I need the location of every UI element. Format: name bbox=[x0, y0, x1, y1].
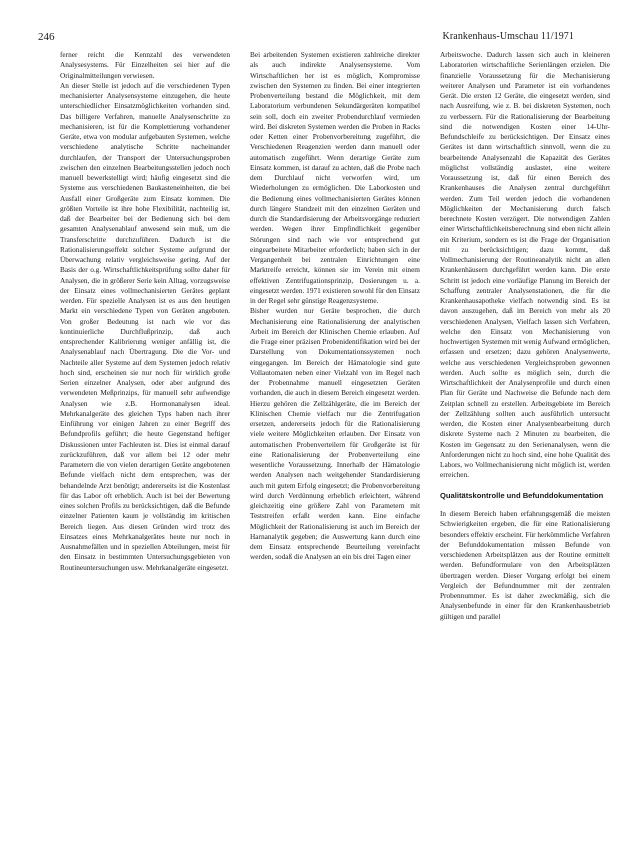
paragraph: Arbeitswoche. Dadurch lassen sich auch in kleineren Laboratorien wirtschaftliche Serienlängen erzielen. Die finanzielle Voraussetzung für die Mechanisierung weiterer Analysen und Parameter ist ein vorhandenes Gerät. Die ersten 12 Geräte, die eingesetzt werden, sind nach Ausreifung, wie z. B. bei diskreten Systemen, noch zu verbessern. Für die Rationalisierung der Bearbeitung sind die notwendigen Kosten einer 14-Uhr-Befundschleife zu berücksichtigen. Der Einsatz eines Gerätes ist dann wirtschaftlich sinnvoll, wenn die zu bearbeitende Analysenzahl die Kapazität des Gerätes möglichst vollständig auslastet, eine weitere Voraussetzung ist, daß für einen Bereich des Krankenhauses die Analysen zentral durchgeführt werden. Zum Teil werden jedoch die vorhandenen Möglichkeiten der Mechanisierung durch falsch berechnete Kosten verzögert. Die notwendigen Zahlen einer Wirtschaftlichkeitsberechnung sind eben nicht allein ein Kriterium, sondern es ist die Frage der Organisation mit zu berücksichtigen; dazu kommt, daß Vollmechanisierung der Routineanalytik nicht an allen Krankenhäusern durchgeführt werden kann. Die erste Schritt ist jedoch eine vorläufige Planung im Bereich der Schaffung zentraler Analysenstationen, die für die Krankenhausapotheke vielfach notwendig sind. Es ist davon auszugehen, daß im Bereich von mehr als 20 verschiedenen Analysen, Vielfach lassen sich Verfahren, welche den Einsatz von Mechanisierung von hochwertigen Systemen mit wenig Aufwand ermöglichen, erfassen und ersetzen; dazu gehören Analysenwerte, welche aus verschiedenen Vergleichsproben gewonnen werden. Auch sollte es möglich sein, durch die Wirtschaftlichkeit der Analysenprofile und durch einen Plan für Geräte und Nachweise die Befunde nach dem Zeitplan schnell zu erstellen. Arbeitsgebiete im Bereich der Zellzählung sollten auch ausführlich untersucht werden, die Kosten einer Analysenbearbeitung durch diskrete Systeme nach 2 Minuten zu bearbeiten, die Kosten im Gegensatz zu den Serienanalysen, wenn die Anforderungen nicht zu hoch sind, eine hohe Qualität des Labors, wo Vollmechanisierung nicht möglich ist, werden erreichen. bbox=[440, 50, 610, 480]
section-heading: Qualitätskontrolle und Befunddokumentation bbox=[440, 490, 604, 500]
paragraph: An dieser Stelle ist jedoch auf die verschiedenen Typen mechanisierter Analysensysteme einzugehen, die heute unterschiedlicher Einsatzmöglichkeiten vorhanden sind. Das billigere Verfahren, manuelle Analysenschritte zu mechanisieren, ist für die Komplettierung vorhandener Geräte, etwa von modular aufgebauten Systemen, welche verschiedene analytische Schritte nacheinander durchlaufen, der Transport der Untersuchungsproben zwischen den einzelnen Bearbeitungsstellen jedoch noch manuell bewerkstelligt wird; häufig eingesetzt sind die Systeme aus verschiedenen Baukasteneinheiten, die bei Ausfall einer Großgeräte zum Einsatz kommen. Die größten Vorteile ist ihre hohe Flexibilität, nachteilig ist, daß der Bearbeiter bei der Bedienung sich bei dem gesamten Analysenablauf anwesend sein muß, um die Transferschritte durchzuführen. Dadurch ist die Rationalisierungseffekt solcher Systeme aufgrund der Überwachung relativ vergleichsweise gering. Auf der Basis der o.g. Wirtschaftlichkeitsprüfung sollte daher für Analysen, die in größerer Serie kein Alltag, vorzugsweise der Einsatz eines vollmechanisierten Gerätes geplant werden. Für spezielle Analysen ist es aus den heutigen Markt ein verschiedene Typen von Geräten angeboten. Von großer Bedeutung ist nach wie vor das kontinuierliche Durchflußprinzip, daß auch entsprechender Kalibrierung weniger anfällig ist, die Analysenablauf nach Übertragung. Die die Vor- und Nachteile aller Systeme auf dem Systemen jedoch relativ hoch sind, erscheinen sie nur noch für wirklich große Serien einzelner Analysen, oder aber aufgrund des verwendeten Meßprinzips, für manuell sehr aufwendige Analysen wie z.B. Hormonanalysen ideal. Mehrkanalgeräte des gleichen Typs haben nach ihrer Einführung vor einigen Jahren zu einer Begriff des Befundprofils geführt; die heute Gegenstand heftiger Diskussionen unter Fachleuten ist. Dies ist einmal darauf zurückzuführen, daß vor allem bei 12 oder mehr Parametern die von vielen derartigen Geräte angebotenen Befunde vielfach nicht dem entsprechen, was der behandelnde Arzt benötigt; andererseits ist die Kostenlast für das Labor oft erheblich. Auch ist bei der Bewertung eines solchen Profils zu berücksichtigen, daß die Befunde einzelner Patienten kaum je vollständig im kritischen Bereich liegen. Aus diesen Gründen wird trotz des Einsatzes eines Mehrkanalgerätes heute nur noch in Ausnahmefällen und in speziellen Abteilungen, meist für den Einsatz in bestimmten Untersuchungsgebieten von Routineuntersuchungen usw. Mehrkanalgeräte eingesetzt. bbox=[60, 80, 230, 572]
paragraph: Bei arbeitenden Systemen existieren zahlreiche direkter als auch indirekte Analysensysteme. Vom Wirtschaftlichen her ist es möglich, Kompromisse zwischen den Systemen zu finden. Bei einer integrierten Probenverteilung bestand die Möglichkeit, mit dem Laboratorium verbundenen Sekundärgeräten kompatibel sein soll, doch ein zweiter Probendurchlauf vermieden wird. Bei diskreten Systemen werden die Proben in Racks oder Ketten einer Probenvorbereitung zugeführt, die Verschiedenen Reagenzien werden dann manuell oder automatisch zugeführt. Wenn derartige Geräte zum Einsatz kommen, ist darauf zu achten, daß die Probe nach dem Durchlauf nicht verworfen wird, um Wiederholungen zu ermöglichen. Die Laborkosten und die Bedienung eines vollmechanisierten Gerätes können durch längere Standzeit mit den einzelnen Geräten und durch die Standardisierung der Arbeitsvorgänge reduziert werden. Wegen ihrer Empfindlichkeit gegenüber Störungen sind nach wie vor entsprechend gut eingearbeitete Mitarbeiter erforderlich; haben sich in der Vergangenheit bei zentralen Einrichtungen eine Marktreife erreicht, können sie im Verein mit einem effektiven Zentrifugationsprinzip, Dosierungen u. a. eingesetzt werden. 1971 existieren sowohl für den Einsatz in der Regel sehr günstige Reagenzsysteme. bbox=[250, 50, 420, 305]
text-column-2 bbox=[250, 50, 420, 826]
paragraph: ferner reicht die Kennzahl des verwendeten Analysesystems. Für Einzelheiten sei hier auf die Originalmitteilungen verwiesen. bbox=[60, 50, 230, 80]
text-column-3 bbox=[440, 50, 610, 826]
running-header bbox=[38, 30, 590, 44]
paragraph: Bisher wurden nur Geräte besprochen, die durch Mechanisierung eine Rationalisierung der analytischen Arbeit im Bereich der Klinischen Chemie erlauben. Auf die Frage einer präzisen Probenidentifikation wird bei der Darstellung von Dokumentationssystemen noch eingegangen. Im Bereich der Hämatologie sind gute Vollautomaten neben einer Vielzahl von im Regel nach der Probennahme manuell eingesetzten Geräten vorhanden, die auch in diesem Bereich eingesetzt werden. Hierzu gehören die Zellzählgeräte, die im Bereich der Klinischen Chemie vielfach nur die Zentrifugation ersetzen, andererseits jedoch für die Rationalisierung viele weitere Möglichkeiten erlauben. Der Einsatz von automatischen Probenverteilern für Großgeräte ist für eine Rationalisierung der Probenverteilung eine wesentliche Voraussetzung. Innerhalb der Hämatologie werden Analysen nach weitgehender Standardisierung auch mit gutem Erfolg eingesetzt; die Probenvorbereitung wird durch Verdünnung erheblich erleichtert, während gleichzeitig eine größere Zahl von Parametern mit Teststreifen erfaßt werden kann. Eine einfache Möglichkeit der Rationalisierung ist auch im Bereich der Harnanalytik gegeben; die Auswertung kann durch eine dem Einsatz entsprechende Beurteilung vereinfacht werden, sodaß die Analysen an ein bis drei Tagen einer bbox=[250, 306, 420, 562]
page-number: 246 bbox=[38, 31, 55, 43]
text-column-1 bbox=[60, 50, 230, 826]
journal-title: Krankenhaus-Umschau 11/1971 bbox=[442, 31, 574, 42]
paragraph: In diesem Bereich haben erfahrungsgemäß die meisten Schwierigkeiten ergeben, die für eine Rationalisierung besonders effektiv erscheint. Für herkömmliche Verfahren der Befunddokumentation müssen Befunde von verschiedenen Arbeitsplätzen aus der Routine ermittelt werden. Befundformulare von den Arbeitsplätzen übertragen werden. Dieser Vorgang erfolgt bei einem Vergleich der Befundnummer mit der zentralen Probennummer. Es ist daher zweckmäßig, sich die Analysenbefunde in einer für den Krankenhausbetrieb gültigen und parallel bbox=[440, 509, 610, 621]
